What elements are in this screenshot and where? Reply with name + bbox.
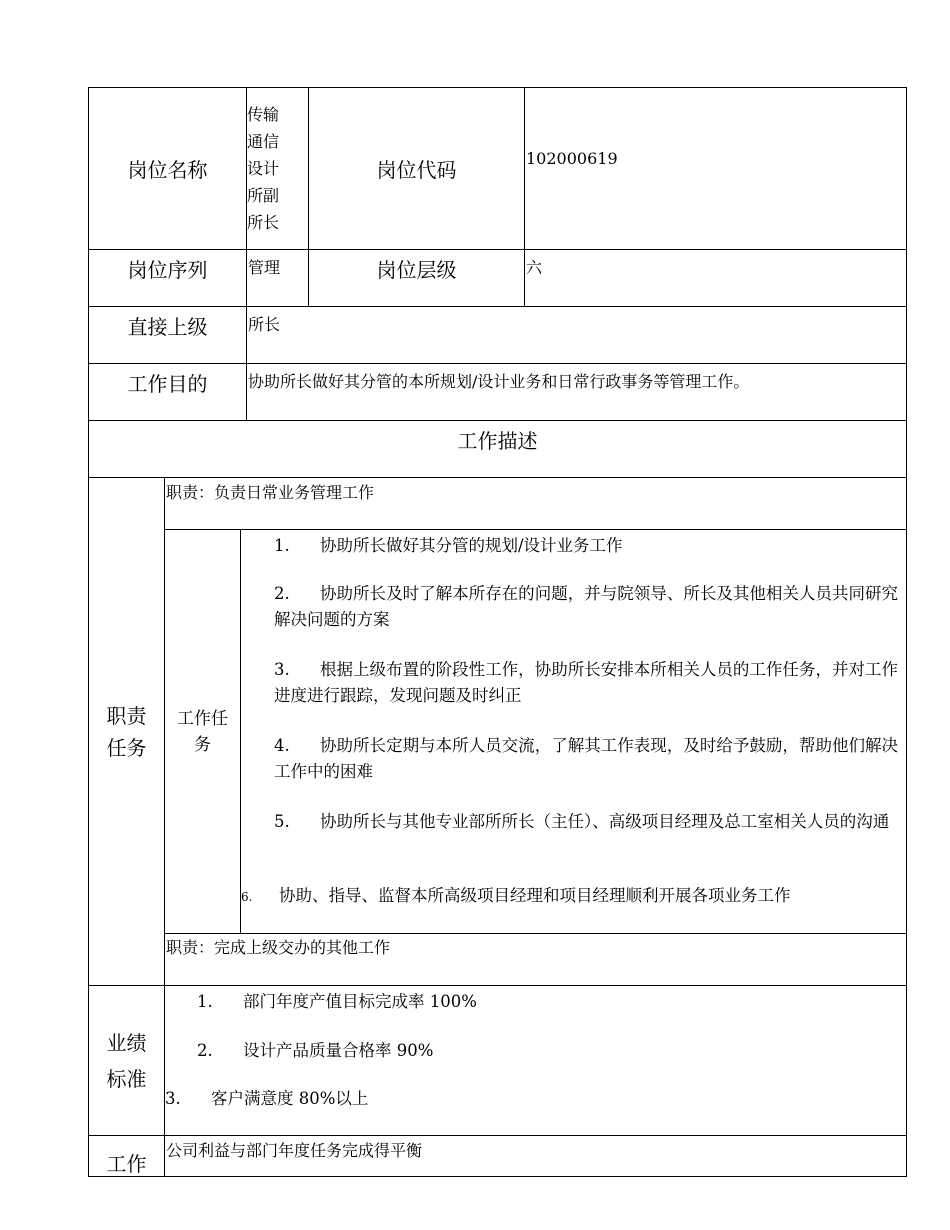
table-border [88, 363, 907, 364]
performance-item [197, 1038, 897, 1064]
post-series-value: 管理 [248, 258, 281, 277]
table-border [164, 933, 907, 934]
performance-label [89, 986, 164, 1135]
table-border [240, 529, 241, 934]
task-text: 协助所长与其他专业部所所长（主任）、高级项目经理及总工室相关人员的沟通 [320, 812, 890, 831]
task-number: 5. [274, 812, 290, 831]
task-number: 4. [274, 736, 290, 755]
task-number: 2. [274, 584, 290, 603]
task-item [274, 733, 898, 785]
performance-item [165, 1086, 895, 1112]
performance-number: 2. [197, 1041, 213, 1060]
task-number: 1. [274, 536, 290, 555]
task-item [274, 533, 898, 559]
performance-number: 3. [165, 1089, 181, 1108]
work-label: 工作 [106, 1152, 147, 1176]
task-text: 根据上级布置的阶段性工作，协助所长安排本所相关人员的工作任务，并对工作进度进行跟踪，发现问题及时纠正 [274, 660, 898, 705]
table-border [906, 87, 907, 1177]
table-border [524, 87, 525, 307]
performance-item [197, 989, 897, 1015]
post-level-label: 岗位层级 [376, 258, 457, 282]
duty2-title: 职责：完成上级交办的其他工作 [166, 938, 391, 957]
table-border [88, 1176, 907, 1177]
post-series-label: 岗位序列 [127, 258, 208, 282]
superior-label: 直接上级 [127, 315, 208, 339]
performance-text: 部门年度产值目标完成率 100% [243, 992, 477, 1011]
task-item [241, 883, 901, 910]
task-text: 协助所长做好其分管的规划/设计业务工作 [320, 536, 623, 555]
table-border [164, 529, 907, 530]
task-label [165, 530, 240, 933]
task-number: 3. [274, 660, 290, 679]
table-border [88, 306, 907, 307]
task-item [274, 809, 898, 835]
table-border [88, 249, 907, 250]
purpose-label: 工作目的 [127, 372, 208, 396]
performance-text: 客户满意度 80%以上 [211, 1089, 369, 1108]
duty-label-text: 职责任务 [106, 703, 147, 760]
superior-value: 所长 [248, 315, 281, 334]
post-code-value: 102000619 [526, 149, 618, 168]
post-name-label: 岗位名称 [127, 158, 208, 182]
duty1-title: 职责：负责日常业务管理工作 [166, 483, 375, 502]
performance-label-text: 业绩标准 [106, 1030, 147, 1091]
duty-label [89, 478, 164, 985]
table-border [88, 1135, 907, 1136]
table-border [88, 985, 907, 986]
task-text: 协助所长定期与本所人员交流，了解其工作表现，及时给予鼓励，帮助他们解决工作中的困难 [274, 736, 898, 781]
task-label-text: 工作任务 [177, 708, 228, 755]
work-value: 公司利益与部门年度任务完成得平衡 [166, 1141, 423, 1160]
performance-text: 设计产品质量合格率 90% [243, 1041, 434, 1060]
performance-number: 1. [197, 992, 213, 1011]
post-name-value: 传输通信设计所副所长 [247, 105, 280, 232]
task-text: 协助所长及时了解本所存在的问题，并与院领导、所长及其他相关人员共同研究解决问题的方案 [274, 584, 898, 629]
task-item [274, 581, 898, 633]
section-title: 工作描述 [457, 429, 538, 453]
post-level-value: 六 [526, 258, 543, 277]
task-number: 6. [241, 890, 253, 904]
purpose-value: 协助所长做好其分管的本所规划/设计业务和日常行政事务等管理工作。 [248, 372, 750, 391]
task-text: 协助、指导、监督本所高级项目经理和项目经理顺利开展各项业务工作 [279, 886, 791, 905]
task-item [274, 657, 898, 709]
post-code-label: 岗位代码 [376, 158, 457, 182]
table-border [88, 420, 907, 421]
table-border [88, 477, 907, 478]
